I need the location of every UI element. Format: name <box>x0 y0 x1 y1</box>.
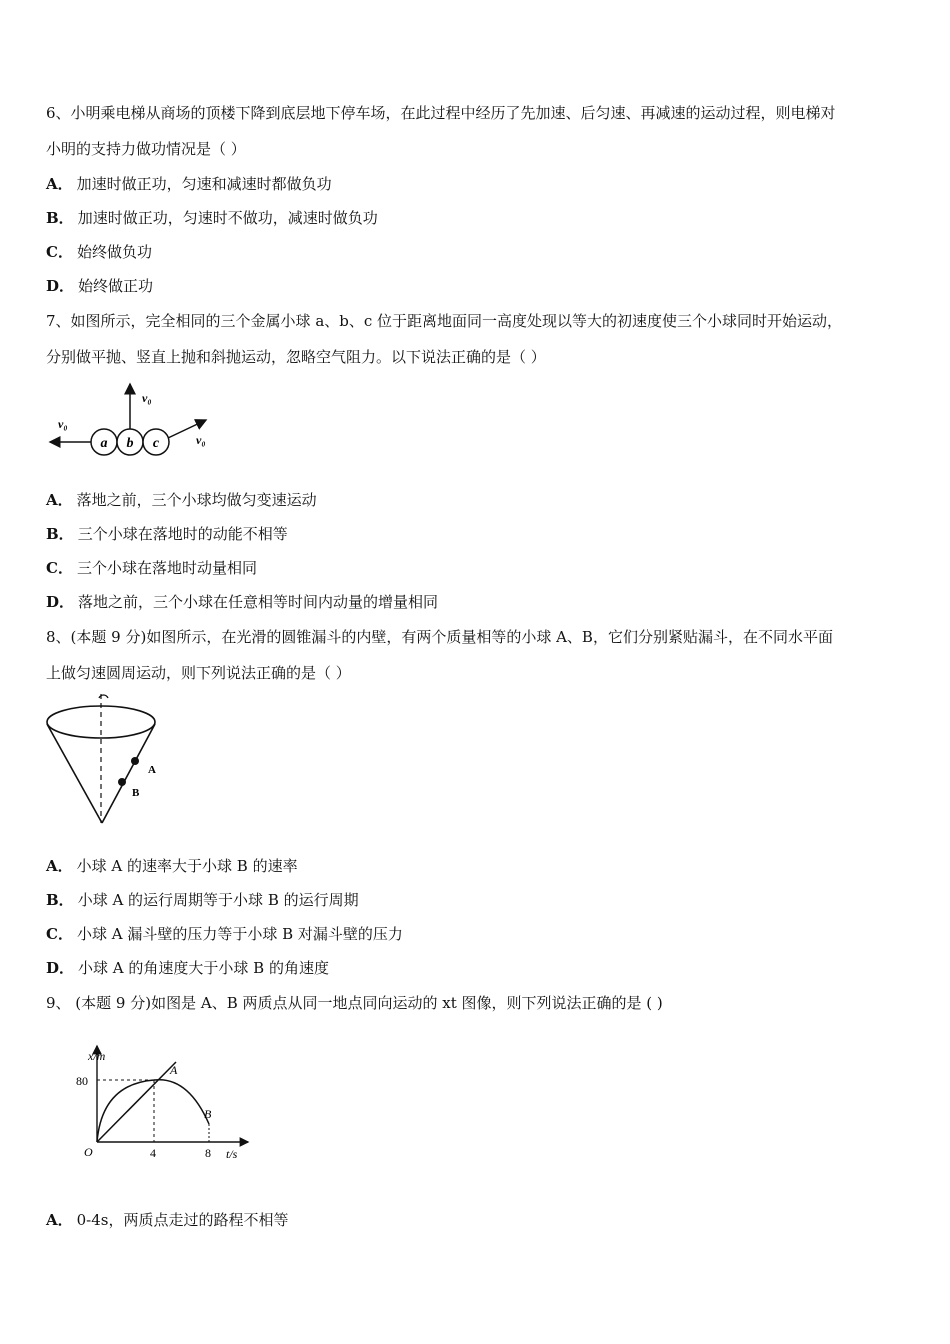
q7-option-b-text: 三个小球在落地时的动能不相等 <box>77 525 288 543</box>
line-a-label: A <box>170 1063 178 1077</box>
q6-stem-line1: 6、小明乘电梯从商场的顶楼下降到底层地下停车场，在此过程中经历了先加速、后匀速、再减速的运动过程，则电梯对 <box>46 104 836 122</box>
q8-stem-line2: 上做匀速圆周运动，则下列说法正确的是（ ） <box>46 664 351 682</box>
y-tick-80: 80 <box>76 1074 88 1088</box>
q6-option-d-key: D． <box>46 277 75 295</box>
ball-c-label: c <box>152 436 160 451</box>
cone-left-wall <box>47 724 102 823</box>
q8-option-b-key: B． <box>46 891 74 909</box>
q8-option-c-key: C． <box>46 925 73 943</box>
x-tick-8: 8 <box>205 1146 211 1160</box>
q8-stem-line1: 8、(本题 9 分)如图所示，在光滑的圆锥漏斗的内壁，有两个质量相等的小球 A、B，它们分别紧贴漏斗，在不同水平面 <box>46 628 833 646</box>
q7-option-a-text: 落地之前，三个小球均做匀变速运动 <box>76 491 317 509</box>
x-tick-4: 4 <box>150 1146 156 1160</box>
ball-a <box>131 757 139 765</box>
q7-option-b-key: B． <box>46 525 74 543</box>
q7-option-c-text: 三个小球在落地时动量相同 <box>76 559 257 577</box>
q8-option-d <box>46 958 329 978</box>
q8-option-c-text: 小球 A 漏斗壁的压力等于小球 B 对漏斗壁的压力 <box>76 925 403 943</box>
q8-option-b-text: 小球 A 的运行周期等于小球 B 的运行周期 <box>77 891 359 909</box>
q6-option-a <box>46 174 332 194</box>
q7-stem-line1: 7、如图所示，完全相同的三个金属小球 a、b、c 位于距离地面同一高度处现以等大的初速度使三个小球同时开始运动， <box>46 312 843 330</box>
q6-option-b-text: 加速时做正功，匀速时不做功，减速时做负功 <box>77 209 378 227</box>
q9-figure <box>76 1040 256 1165</box>
q9-option-a-text: 0-4s，两质点走过的路程不相等 <box>76 1211 289 1229</box>
q8-figure <box>44 690 174 830</box>
q8-option-d-text: 小球 A 的角速度大于小球 B 的角速度 <box>78 959 329 977</box>
q8-option-a <box>46 856 298 876</box>
xt-graph <box>76 1040 256 1165</box>
v-up-label: v₀ <box>142 391 152 405</box>
q7-option-a <box>46 490 317 510</box>
q6-option-d <box>46 276 153 296</box>
q7-option-d-text: 落地之前，三个小球在任意相等时间内动量的增量相同 <box>78 593 439 611</box>
q6-option-b <box>46 208 378 228</box>
line-a <box>97 1062 176 1142</box>
q6-option-a-text: 加速时做正功，匀速和减速时都做负功 <box>76 175 332 193</box>
q6-option-d-text: 始终做正功 <box>78 277 154 295</box>
y-axis-label: x/m <box>88 1049 106 1063</box>
v-left-label: v₀ <box>58 417 68 431</box>
origin-label: O <box>84 1145 93 1159</box>
curve-b <box>97 1080 209 1142</box>
ball-a-label: A <box>148 764 156 776</box>
rotation-arrow <box>99 695 108 698</box>
q6-option-c-text: 始终做负功 <box>76 243 152 261</box>
q7-option-c-key: C． <box>46 559 73 577</box>
v-oblique-label: v₀ <box>196 433 206 447</box>
q7-figure <box>44 380 224 465</box>
q9-option-a <box>46 1210 289 1230</box>
ball-b-label: b <box>126 436 134 451</box>
q8-option-c <box>46 924 403 944</box>
q8-option-a-text: 小球 A 的速率大于小球 B 的速率 <box>76 857 298 875</box>
ball-b-label: B <box>132 787 140 799</box>
q9-stem-line1: 9、 (本题 9 分)如图是 A、B 两质点从同一地点同向运动的 xt 图像，则下列说法正确的是 ( ) <box>46 994 663 1012</box>
curve-b-label: B <box>204 1107 212 1121</box>
q7-option-a-key: A． <box>46 491 73 509</box>
q6-option-b-key: B． <box>46 209 74 227</box>
q8-option-b <box>46 890 359 910</box>
q7-stem-line2: 分别做平抛、竖直上抛和斜抛运动，忽略空气阻力。以下说法正确的是（ ） <box>46 348 546 366</box>
q7-option-d <box>46 592 438 612</box>
q8-option-d-key: D． <box>46 959 75 977</box>
ball-b <box>118 778 126 786</box>
three-balls-diagram <box>44 380 224 465</box>
q6-option-a-key: A． <box>46 175 73 193</box>
x-axis-label: t/s <box>226 1147 238 1161</box>
cone-funnel-diagram <box>44 690 174 830</box>
q6-option-c <box>46 242 152 262</box>
q8-option-a-key: A． <box>46 857 73 875</box>
ball-a-label: a <box>100 436 108 451</box>
q7-option-c <box>46 558 257 578</box>
q6-option-c-key: C． <box>46 243 73 261</box>
q6-stem-line2: 小明的支持力做功情况是（ ） <box>46 140 246 158</box>
q9-option-a-key: A． <box>46 1211 73 1229</box>
q7-option-d-key: D． <box>46 593 75 611</box>
q7-option-b <box>46 524 288 544</box>
